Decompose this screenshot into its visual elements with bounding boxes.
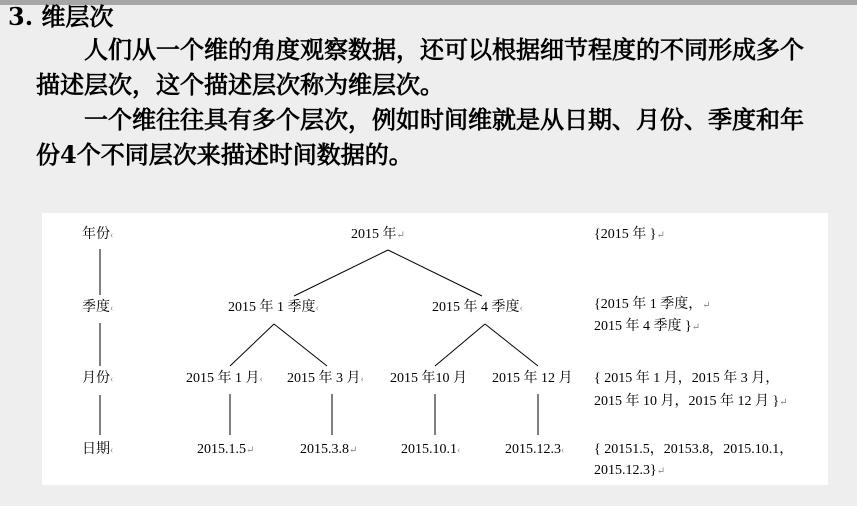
node-day-2: 2015.3.8↵ (300, 442, 358, 457)
set-month-line-1: { 2015 年 1 月，2015 年 3 月， (594, 371, 780, 386)
set-day-line-1: { 20151.5，20153.8，2015.10.1， (594, 442, 794, 457)
edge-year-q4 (388, 250, 482, 296)
node-day-1: 2015.1.5↵ (197, 442, 255, 457)
edge-q4-m12 (485, 324, 538, 366)
top-border (0, 0, 857, 5)
node-quarter-1: 2015 年 1 季度‹ (228, 300, 319, 315)
node-month-10: 2015 年10 月 (390, 371, 467, 386)
level-label-month: 月份‹ (82, 371, 114, 386)
edge-q1-m3 (274, 324, 327, 366)
set-quarter-line-1: {2015 年 1 季度，↵ (594, 297, 711, 312)
level-label-quarter: 季度‹ (82, 300, 114, 315)
edge-year-q1 (294, 250, 388, 296)
node-day-4: 2015.12.3‹ (505, 442, 565, 457)
paragraph-2: 一个维往往具有多个层次，例如时间维就是从日期、月份、季度和年份4个不同层次来描述时间数据的。 (36, 105, 804, 169)
node-month-1: 2015 年 1 月‹ (186, 371, 263, 386)
node-quarter-4: 2015 年 4 季度‹ (432, 300, 523, 315)
node-year-2015: 2015 年↵ (351, 227, 405, 242)
node-month-12: 2015 年 12 月 (492, 371, 573, 386)
paragraph-1: 人们从一个维的角度观察数据，还可以根据细节程度的不同形成多个描述层次，这个描述层次称为维层次。 (36, 35, 804, 99)
level-label-day: 日期‹ (82, 442, 114, 457)
set-day-line-2: 2015.12.3}↵ (594, 463, 666, 478)
node-day-3: 2015.10.1‹ (401, 442, 461, 457)
edge-q1-m1 (230, 324, 274, 366)
dimension-hierarchy-diagram (42, 213, 828, 485)
section-heading: 3. 维层次 (8, 2, 114, 31)
set-year: {2015 年 }↵ (594, 227, 665, 242)
edge-q4-m10 (435, 324, 485, 366)
set-quarter-line-2: 2015 年 4 季度 }↵ (594, 319, 701, 334)
level-label-year: 年份‹ (82, 227, 114, 242)
node-month-3: 2015 年 3 月‹ (287, 371, 364, 386)
set-month-line-2: 2015 年 10 月，2015 年 12 月 }↵ (594, 394, 788, 409)
